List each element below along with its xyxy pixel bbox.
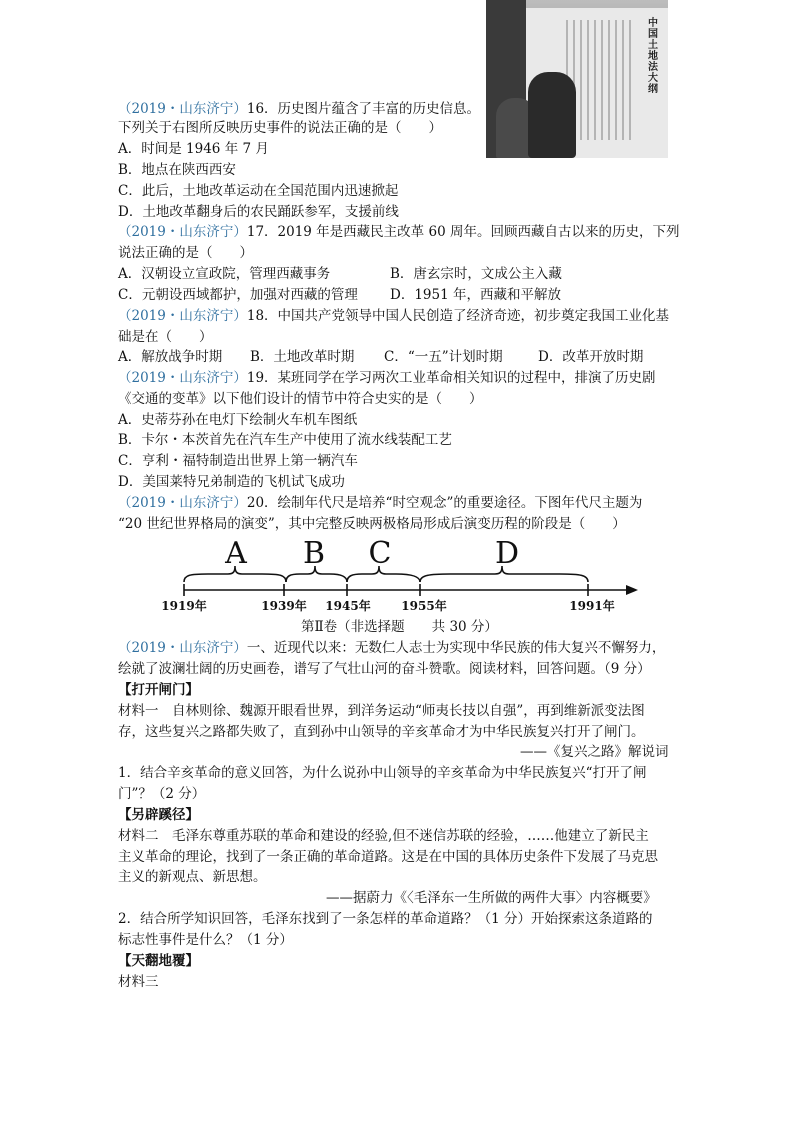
q17-option-c: C．元朝设西域都护，加强对西藏的管理 xyxy=(118,287,358,303)
q17-option-a: A．汉朝设立宣政院，管理西藏事务 xyxy=(118,266,331,282)
brace-c xyxy=(347,566,420,582)
q19-option-a: A．史蒂芬孙在电灯下绘制火车机车图纸 xyxy=(118,412,358,428)
material-2-line-3: 主义的新观点、新思想。 xyxy=(118,869,267,885)
q19-stem: （2019・山东济宁）19．某班同学在学习两次工业革命相关知识的过程中，排演了历史剧 xyxy=(118,370,656,386)
q18-option-a: A．解放战争时期 xyxy=(118,349,223,365)
q17-stem-2: 说法正确的是（ ） xyxy=(118,245,253,261)
brace-d xyxy=(420,566,588,582)
q16-option-b: B．地点在陕西西安 xyxy=(118,162,236,178)
segment-label-a: A xyxy=(225,536,247,571)
q16-stem-2: 下列关于右图所反映历史事件的说法正确的是（ ） xyxy=(118,120,442,136)
section-heading-2: 【另辟蹊径】 xyxy=(118,807,199,823)
q18-option-c: C．“一五”计划时期 xyxy=(384,349,503,365)
q17-stem: （2019・山东济宁）17．2019 年是西藏民主改革 60 周年。回顾西藏自古以来的历史，下列 xyxy=(118,224,680,240)
q17-option-d: D．1951 年，西藏和平解放 xyxy=(390,287,561,303)
q16-stem: （2019・山东济宁）16．历史图片蕴含了丰富的历史信息。 xyxy=(118,101,481,117)
material-2-line-1: 材料二 毛泽东尊重苏联的革命和建设的经验,但不迷信苏联的经验，……他建立了新民主 xyxy=(118,828,649,844)
tick-label-1955: 1955年 xyxy=(401,599,447,613)
q20-tag: （2019・山东济宁） xyxy=(118,495,247,511)
part2-intro-2: 绘就了波澜壮阔的历史画卷，谱写了气壮山河的奋斗赞歌。阅读材料，回答问题。（9 分） xyxy=(118,661,651,677)
tick-label-1945: 1945年 xyxy=(325,599,371,613)
material-1-line-2: 存，这些复兴之路都失败了，直到孙中山领导的辛亥革命才为中华民族复兴打开了闸门。 xyxy=(118,724,645,740)
q17-tag: （2019・山东济宁） xyxy=(118,224,247,240)
material-1-line-1: 材料一 自林则徐、魏源开眼看世界，到洋务运动“师夷长技以自强”，再到维新派变法图 xyxy=(118,703,645,719)
q18-tag: （2019・山东济宁） xyxy=(118,308,247,324)
photo-title: 中国土地法大纲 xyxy=(648,18,658,95)
question-2-line-2: 标志性事件是什么？（1 分） xyxy=(118,932,293,948)
question-1-line-2: 门”？（2 分） xyxy=(118,786,206,802)
brace-a xyxy=(184,566,286,582)
part2-title: 第Ⅱ卷（非选择题 共 30 分） xyxy=(301,619,498,635)
segment-label-d: D xyxy=(494,536,520,571)
q18-stem: （2019・山东济宁）18．中国共产党领导中国人民创造了经济奇迹，初步奠定我国工业化基 xyxy=(118,308,670,324)
q20-stem: （2019・山东济宁）20．绘制年代尺是培养“时空观念”的重要途径。下图年代尺主题为 xyxy=(118,495,643,511)
q19-option-b: B．卡尔・本茨首先在汽车生产中使用了流水线装配工艺 xyxy=(118,432,452,448)
part2-tag: （2019・山东济宁） xyxy=(118,640,247,656)
q16-option-c: C．此后，土地改革运动在全国范围内迅速掀起 xyxy=(118,183,399,199)
segment-label-b: B xyxy=(302,536,326,571)
timeline-arrowhead xyxy=(626,585,638,595)
material-3-label: 材料三 xyxy=(118,974,159,990)
material-2-line-2: 主义革命的理论，找到了一条正确的革命道路。这是在中国的具体历史条件下发展了马克思 xyxy=(118,849,658,865)
q19-tag: （2019・山东济宁） xyxy=(118,370,247,386)
q16-tag: （2019・山东济宁） xyxy=(118,101,247,117)
question-2-line-1: 2．结合所学知识回答，毛泽东找到了一条怎样的革命道路？（1 分）开始探索这条道路的 xyxy=(118,911,653,927)
question-1-line-1: 1．结合辛亥革命的意义回答，为什么说孙中山领导的辛亥革命为中华民族复兴“打开了闸 xyxy=(118,765,647,781)
q18-stem-2: 础是在（ ） xyxy=(118,329,213,345)
section-heading-3: 【天翻地覆】 xyxy=(118,953,199,969)
historical-photo xyxy=(486,0,668,158)
material-1-source: ——《复兴之路》解说词 xyxy=(520,744,669,760)
tick-label-1991: 1991年 xyxy=(569,599,615,613)
section-heading-1: 【打开闸门】 xyxy=(118,682,199,698)
segment-label-c: C xyxy=(368,536,392,571)
q17-option-b: B．唐玄宗时，文成公主入藏 xyxy=(390,266,562,282)
q16-option-d: D．土地改革翻身后的农民踊跃参军，支援前线 xyxy=(118,204,399,220)
material-2-source: ——据蔚力《〈毛泽东一生所做的两件大事〉内容概要》 xyxy=(326,890,657,906)
q16-option-a: A．时间是 1946 年 7 月 xyxy=(118,141,269,157)
tick-label-1919: 1919年 xyxy=(161,599,207,613)
tick-label-1939: 1939年 xyxy=(261,599,307,613)
q18-option-d: D．改革开放时期 xyxy=(538,349,644,365)
part2-intro: （2019・山东济宁）一、近现代以来：无数仁人志士为实现中华民族的伟大复兴不懈努力， xyxy=(118,640,666,656)
q20-stem-2: “20 世纪世界格局的演变”，其中完整反映两极格局形成后演变历程的阶段是（ ） xyxy=(118,516,626,532)
q19-option-c: C．亨利・福特制造出世界上第一辆汽车 xyxy=(118,453,358,469)
q19-option-d: D．美国莱特兄弟制造的飞机试飞成功 xyxy=(118,474,345,490)
q19-stem-2: 《交通的变革》以下他们设计的情节中符合史实的是（ ） xyxy=(118,391,483,407)
q18-option-b: B．土地改革时期 xyxy=(250,349,355,365)
photo-figure xyxy=(528,72,576,158)
brace-b xyxy=(286,566,347,582)
